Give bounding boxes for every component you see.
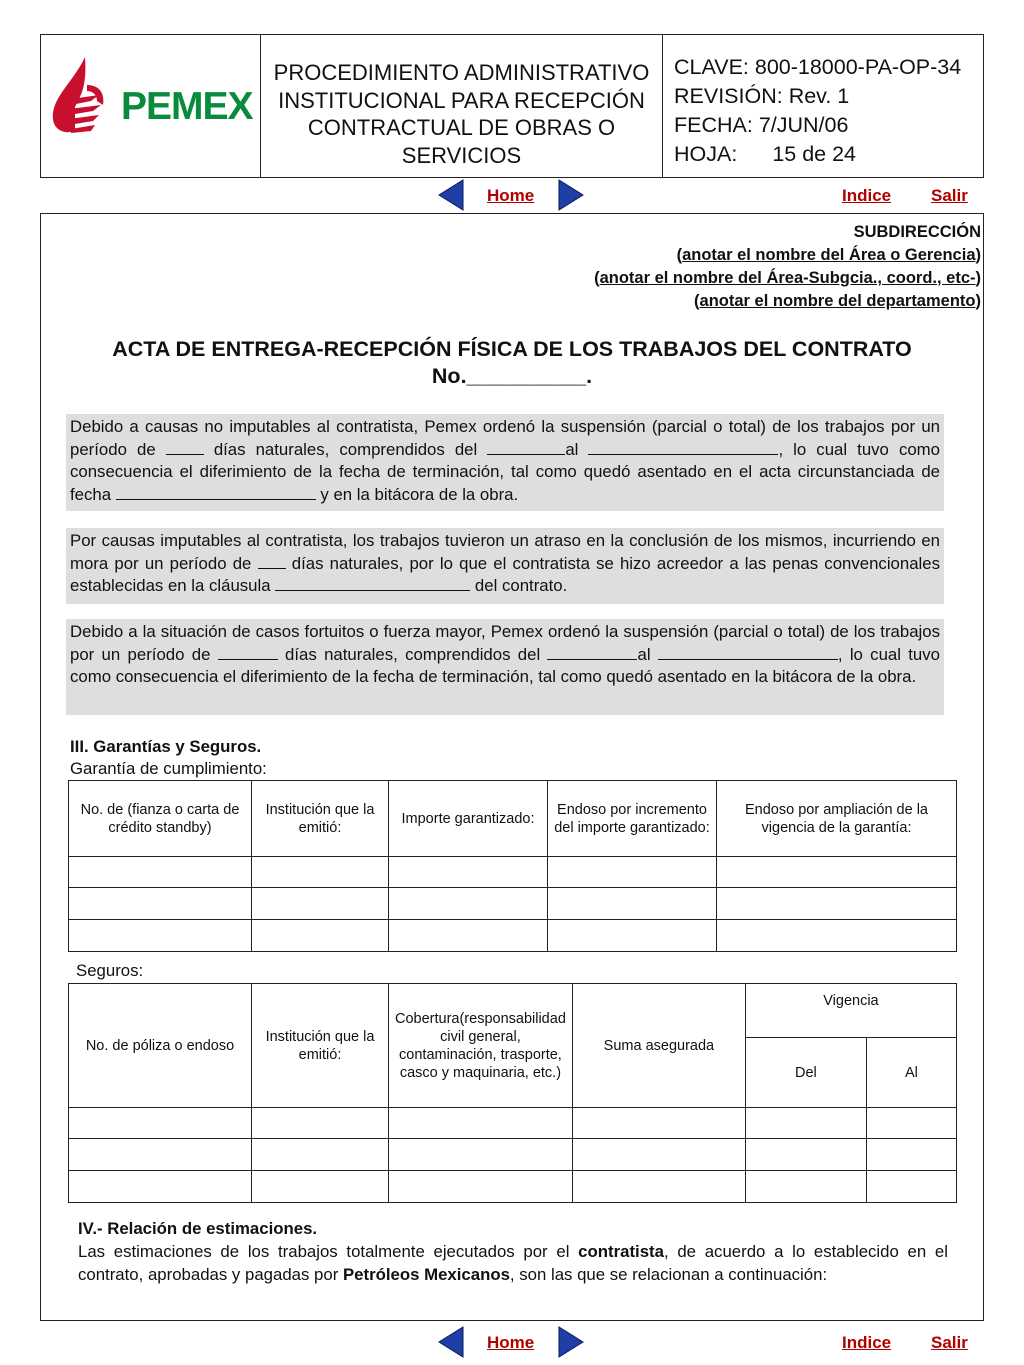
subdireccion-line-3: (anotar el nombre del departamento) <box>694 292 981 310</box>
p3-text: Debido a la situación de casos fortuitos o fuerza mayor, Pemex ordenó la suspensión (parcial o total) de los trabajos por un período de <box>70 622 940 664</box>
title-line: SERVICIOS <box>401 142 522 168</box>
table-header-cell: Institución que la emitió: <box>252 984 389 1108</box>
p2-text: Por causas imputables al contratista, los trabajos tuvieron un atraso en la conclusión de los mismos, incurriendo en mora por un período de <box>70 531 940 573</box>
fecha-acta-blank <box>116 484 316 500</box>
table-cell[interactable] <box>717 920 957 952</box>
vigencia-del-header: Del <box>745 1038 866 1108</box>
table-cell[interactable] <box>69 1139 252 1171</box>
seguros-table <box>68 983 957 1203</box>
table-cell[interactable] <box>745 1171 866 1203</box>
fecha-al-blank <box>658 644 838 660</box>
table-cell[interactable] <box>572 1108 745 1139</box>
fecha-field: FECHA: 7/JUN/06 <box>674 113 849 137</box>
paragraph-atraso-imputable <box>66 528 944 604</box>
dias-blank <box>218 644 278 660</box>
table-cell[interactable] <box>572 1171 745 1203</box>
home-link[interactable]: Home <box>487 186 535 205</box>
table-header-cell: Endoso por incremento del importe garantizado: <box>548 781 717 857</box>
estimaciones-bold: contratista <box>578 1242 664 1261</box>
table-cell[interactable] <box>866 1139 956 1171</box>
estimaciones-text <box>78 1241 948 1286</box>
table-cell[interactable] <box>69 857 252 888</box>
table-cell[interactable] <box>548 857 717 888</box>
table-cell[interactable] <box>389 1139 573 1171</box>
salir-link[interactable]: Salir <box>931 186 968 205</box>
prev-arrow-icon[interactable] <box>437 1325 465 1359</box>
hoja-label: HOJA: <box>674 142 738 166</box>
paragraph-fuerza-mayor <box>66 619 944 715</box>
garantias-section-title: III. Garantías y Seguros. <box>70 737 262 756</box>
p3-text: días naturales, comprendidos del <box>285 644 541 664</box>
table-cell[interactable] <box>69 1108 252 1139</box>
subdireccion-block <box>594 221 981 313</box>
p2-text: del contrato. <box>474 576 568 596</box>
garantia-cumplimiento-label: Garantía de cumplimiento: <box>70 759 267 778</box>
table-row[interactable] <box>69 1171 957 1203</box>
brand-wordmark: PEMEX <box>121 85 253 128</box>
estimaciones-text-part: Las estimaciones de los trabajos totalmente ejecutados por el <box>78 1242 570 1261</box>
seguros-label: Seguros: <box>76 961 144 980</box>
document-meta <box>663 35 983 177</box>
table-cell[interactable] <box>572 1139 745 1171</box>
document-header <box>40 34 984 178</box>
table-cell[interactable] <box>389 1171 573 1203</box>
table-cell[interactable] <box>866 1171 956 1203</box>
table-cell[interactable] <box>252 920 389 952</box>
subdireccion-line-1: (anotar el nombre del Área o Gerencia) <box>676 246 981 264</box>
p1-text: Debido a causas no imputables al contratista, Pemex ordenó la suspensión (parcial o total) de los trabajos por un período de <box>70 417 940 459</box>
document-title <box>261 35 663 177</box>
title-line: INSTITUCIONAL PARA RECEPCIÓN <box>278 87 645 113</box>
table-cell[interactable] <box>389 888 548 920</box>
table-cell[interactable] <box>252 888 389 920</box>
table-cell[interactable] <box>252 1139 389 1171</box>
paragraph-suspension-no-imputable <box>66 414 944 511</box>
acta-title-line-1: ACTA DE ENTREGA-RECEPCIÓN FÍSICA DE LOS TRABAJOS DEL CONTRATO <box>112 337 912 361</box>
table-header-row <box>69 984 957 1038</box>
table-cell[interactable] <box>866 1108 956 1139</box>
estimaciones-title: IV.- Relación de estimaciones. <box>78 1219 318 1238</box>
next-arrow-icon[interactable] <box>557 1325 585 1359</box>
subgcia-placeholder: anotar el nombre del Área-Subgcia., coord., etc- <box>599 269 976 287</box>
table-cell[interactable] <box>69 888 252 920</box>
hoja-field <box>674 140 983 169</box>
table-row[interactable] <box>69 1108 957 1139</box>
table-header-cell: Importe garantizado: <box>389 781 548 857</box>
subdireccion-title: SUBDIRECCIÓN <box>853 223 981 241</box>
table-cell[interactable] <box>389 920 548 952</box>
table-row[interactable] <box>69 857 957 888</box>
vigencia-header: Vigencia <box>745 984 956 1038</box>
estimaciones-bold: Petróleos Mexicanos <box>342 1264 510 1284</box>
table-cell[interactable] <box>389 1108 573 1139</box>
table-header-cell: No. de (fianza o carta de crédito standby) <box>69 781 252 857</box>
title-line: PROCEDIMIENTO ADMINISTRATIVO <box>273 60 650 85</box>
departamento-placeholder: anotar el nombre del departamento <box>699 292 976 310</box>
table-cell[interactable] <box>745 1108 866 1139</box>
title-line: CONTRACTUAL DE OBRAS O <box>307 115 616 140</box>
table-header-row <box>69 781 957 857</box>
table-cell[interactable] <box>717 888 957 920</box>
acta-title <box>68 336 956 390</box>
logo-cell <box>41 35 261 177</box>
salir-link[interactable]: Salir <box>931 1333 968 1352</box>
p3-text: , lo cual tuvo como consecuencia el diferimiento de la fecha de terminación, tal como quedó asentado en la bitácora de la obra. <box>70 644 940 687</box>
table-cell[interactable] <box>548 888 717 920</box>
table-header-cell: Suma asegurada <box>572 984 745 1108</box>
indice-link[interactable]: Indice <box>842 186 892 205</box>
dias-blank <box>166 439 204 455</box>
garantia-table <box>68 780 957 952</box>
table-row[interactable] <box>69 888 957 920</box>
estimaciones-text-part: , de acuerdo a lo establecido en el contrato, aprobadas y pagadas por <box>78 1242 948 1284</box>
area-placeholder: anotar el nombre del Área o Gerencia <box>682 246 976 264</box>
revision-field: REVISIÓN: Rev. 1 <box>674 84 850 108</box>
p1-text: días naturales, comprendidos del <box>213 439 478 459</box>
p1-text: y en la bitácora de la obra. <box>320 484 519 504</box>
pemex-eagle-drop-icon <box>53 57 104 133</box>
p1-text: , lo cual tuvo como consecuencia el diferimiento de la fecha de terminación, tal como quedó asentado en el acta circunstanciada de fecha <box>70 439 940 504</box>
fecha-del-blank <box>487 439 565 455</box>
estimaciones-text-part: , son las que se relacionan a continuación: <box>509 1264 828 1284</box>
p1-text: al <box>565 439 579 459</box>
table-cell[interactable] <box>252 1108 389 1139</box>
fecha-del-blank <box>547 644 637 660</box>
hoja-value: 15 de 24 <box>772 142 857 166</box>
table-cell[interactable] <box>389 857 548 888</box>
table-cell[interactable] <box>717 857 957 888</box>
indice-link[interactable]: Indice <box>842 1333 892 1352</box>
clave-field: CLAVE: 800-18000-PA-OP-34 <box>674 55 962 79</box>
home-link[interactable]: Home <box>487 1333 535 1352</box>
acta-title-line-2: No.__________. <box>431 364 593 388</box>
table-cell[interactable] <box>252 1171 389 1203</box>
dias-mora-blank <box>258 553 286 569</box>
table-cell[interactable] <box>745 1139 866 1171</box>
prev-arrow-icon[interactable] <box>437 178 465 212</box>
vigencia-al-header: Al <box>866 1038 956 1108</box>
table-header-cell: No. de póliza o endoso <box>69 984 252 1108</box>
fecha-al-blank <box>588 439 778 455</box>
table-cell[interactable] <box>69 1171 252 1203</box>
table-cell[interactable] <box>69 920 252 952</box>
table-header-cell: Institución que la emitió: <box>252 781 389 857</box>
table-row[interactable] <box>69 920 957 952</box>
table-row[interactable] <box>69 1139 957 1171</box>
table-header-cell: Endoso por ampliación de la vigencia de la garantía: <box>717 781 957 857</box>
clausula-blank <box>275 575 470 591</box>
p2-text: días naturales, por lo que el contratista se hizo acreedor a las penas convencionales establecidas en la cláusula <box>70 553 940 596</box>
p3-text: al <box>637 644 651 664</box>
table-header-cell: Cobertura(responsabilidad civil general, contaminación, trasporte, casco y maquinaria, etc.) <box>389 984 573 1108</box>
table-cell[interactable] <box>252 857 389 888</box>
next-arrow-icon[interactable] <box>557 178 585 212</box>
table-cell[interactable] <box>548 920 717 952</box>
subdireccion-line-2: (anotar el nombre del Área-Subgcia., coord., etc-) <box>594 269 981 287</box>
